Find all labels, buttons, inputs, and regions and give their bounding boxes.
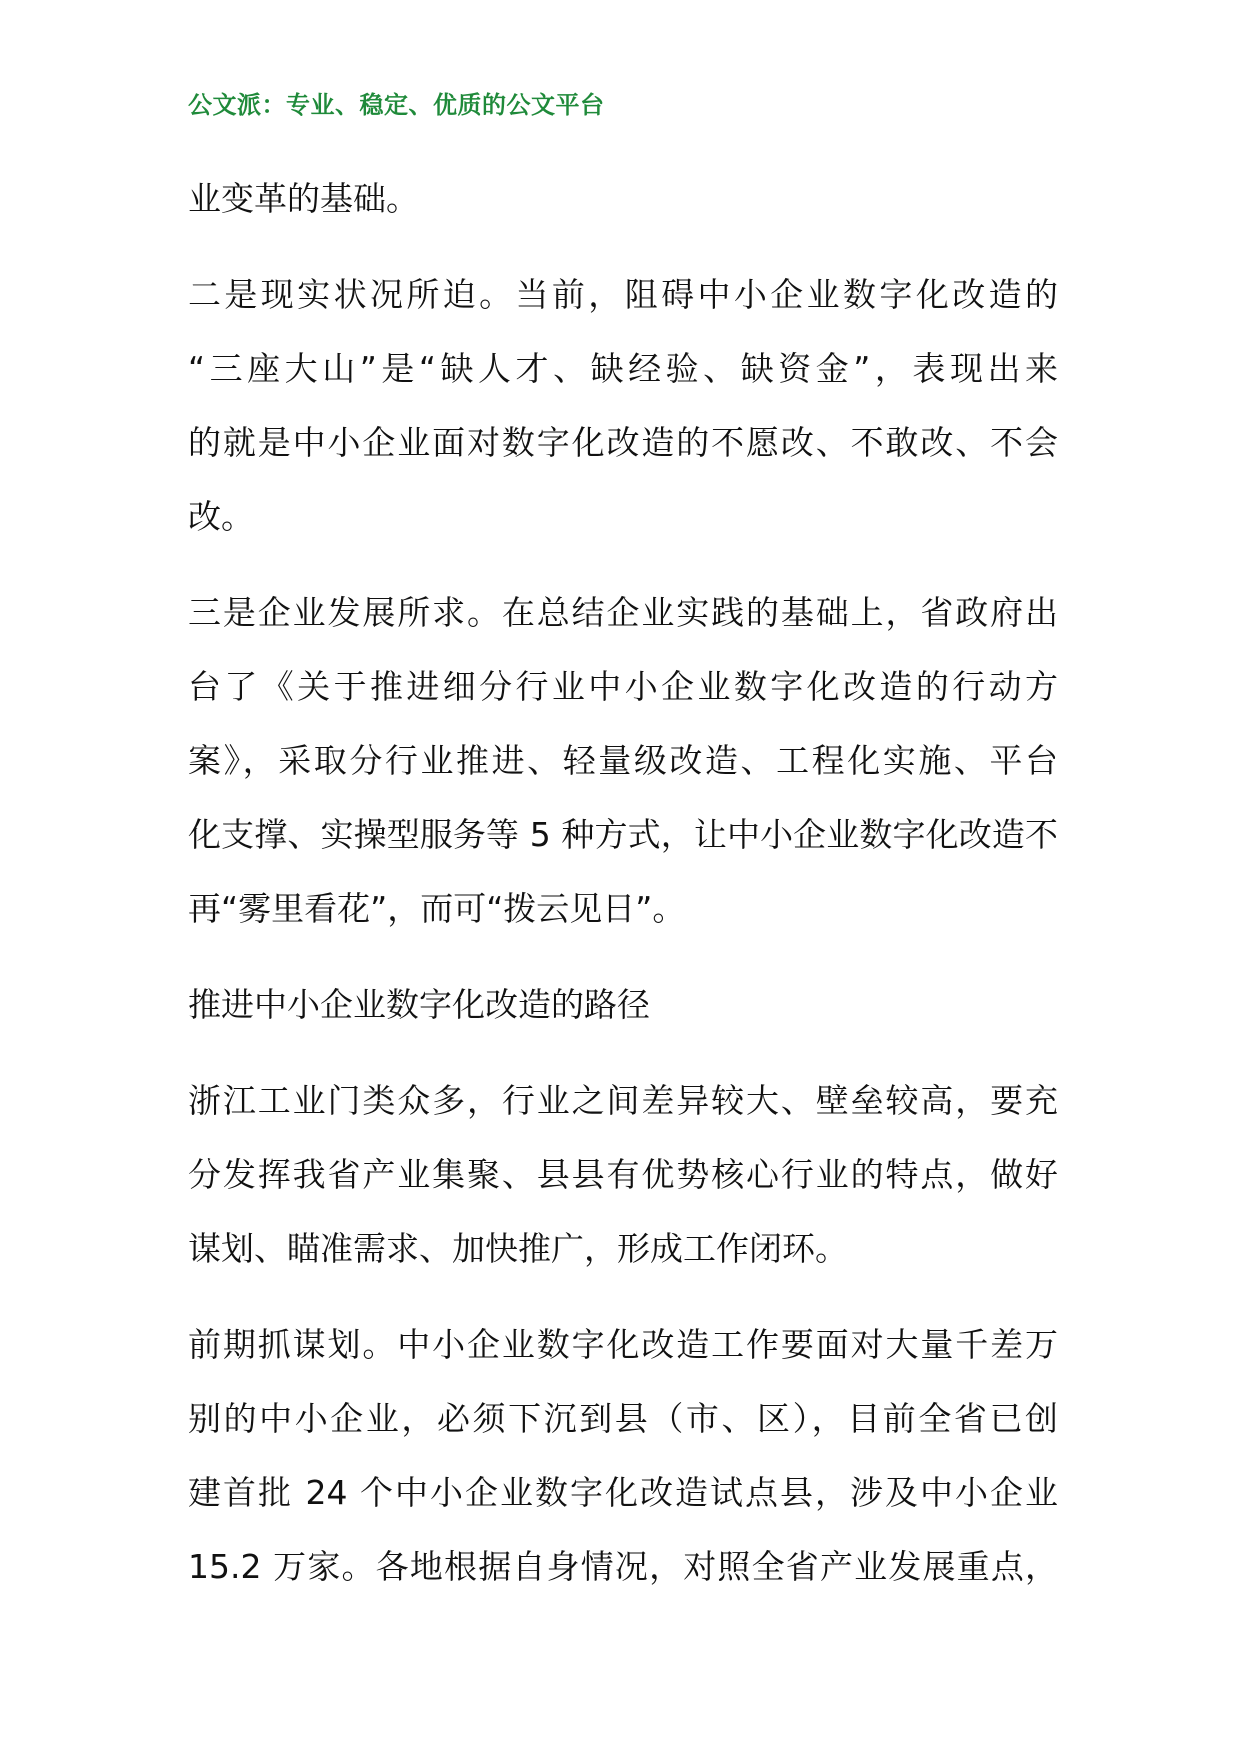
- text-line: 谋划、瞄准需求、加快推广，形成工作闭环。: [188, 1229, 848, 1268]
- text-line: 案》，采取分行业推进、轻量级改造、工程化实施、平台: [188, 741, 1058, 780]
- page-header: 公文派：专业、稳定、优质的公文平台: [188, 91, 605, 119]
- text-line: 15.2 万家。各地根据自身情况，对照全省产业发展重点，: [188, 1547, 1058, 1586]
- paragraph: [188, 1064, 1058, 1286]
- document-body: [188, 162, 1058, 1626]
- text-line: 前期抓谋划。中小企业数字化改造工作要面对大量千差万: [188, 1325, 1058, 1364]
- text-line: 的就是中小企业面对数字化改造的不愿改、不敢改、不会: [188, 423, 1058, 462]
- text-line: 化支撑、实操型服务等 5 种方式，让中小企业数字化改造不: [188, 815, 1058, 854]
- section-heading: [188, 968, 1058, 1042]
- paragraph: [188, 258, 1058, 554]
- text-line: “三座大山”是“缺人才、缺经验、缺资金”，表现出来: [188, 349, 1058, 388]
- text-line: 推进中小企业数字化改造的路径: [188, 985, 650, 1024]
- text-line: 建首批 24 个中小企业数字化改造试点县，涉及中小企业: [188, 1473, 1058, 1512]
- text-line: 别的中小企业，必须下沉到县（市、区），目前全省已创: [188, 1399, 1058, 1438]
- text-line: 改。: [188, 497, 254, 536]
- paragraph: [188, 1308, 1058, 1604]
- text-line: 业变革的基础。: [188, 179, 419, 218]
- text-line: 台了《关于推进细分行业中小企业数字化改造的行动方: [188, 667, 1058, 706]
- text-line: 二是现实状况所迫。当前，阻碍中小企业数字化改造的: [188, 275, 1058, 314]
- text-line: 分发挥我省产业集聚、县县有优势核心行业的特点，做好: [188, 1155, 1058, 1194]
- paragraph: [188, 162, 1058, 236]
- text-line: 再“雾里看花”，而可“拨云见日”。: [188, 889, 686, 928]
- paragraph: [188, 576, 1058, 946]
- text-line: 三是企业发展所求。在总结企业实践的基础上，省政府出: [188, 593, 1058, 632]
- text-line: 浙江工业门类众多，行业之间差异较大、壁垒较高，要充: [188, 1081, 1058, 1120]
